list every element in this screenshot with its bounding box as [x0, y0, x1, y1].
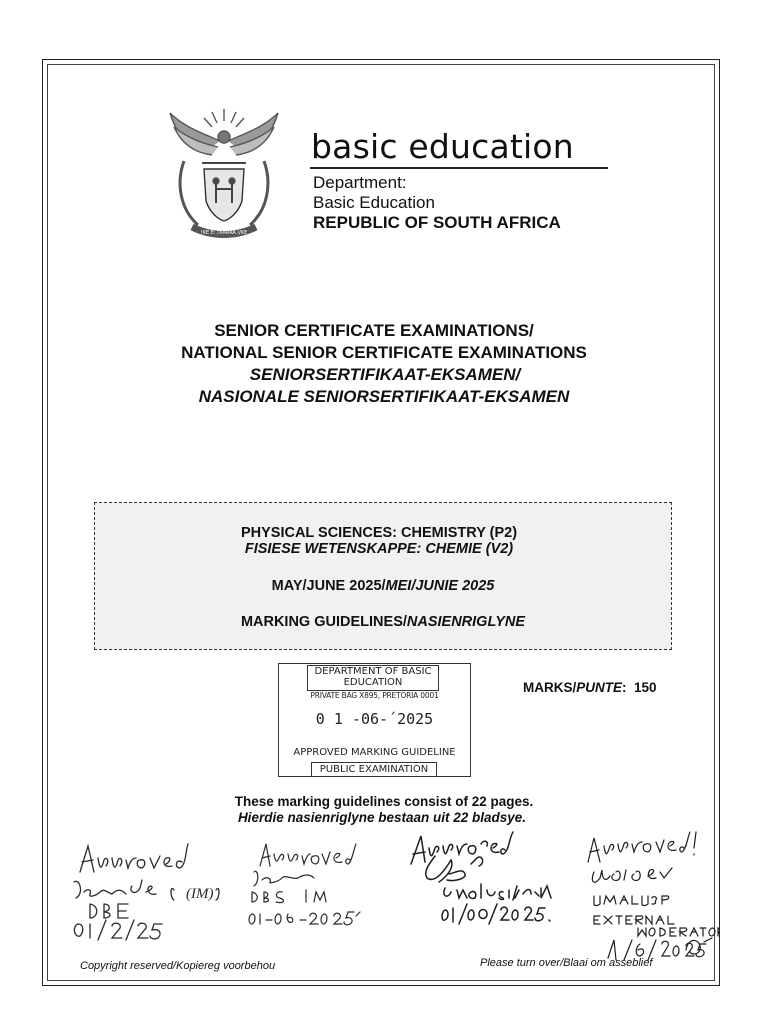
- subject-afrikaans: FISIESE WETENSKAPPE: CHEMIE (V2): [244, 541, 514, 557]
- stamp-date: 0 1 -06-´2025: [315, 710, 434, 728]
- marks-total: MARKS/PUNTE: 150: [523, 680, 657, 695]
- signature-umalusi-ext-mod: [405, 828, 570, 928]
- title-line-1: SENIOR CERTIFICATE EXAMINATIONS/: [214, 321, 534, 340]
- marks-value: 150: [634, 680, 657, 695]
- doc-type-afrikaans: NASIENRIGLYNE: [406, 614, 526, 630]
- signature-dbe-im-2: [230, 838, 385, 934]
- country-name: REPUBLIC OF SOUTH AFRICA: [313, 213, 561, 232]
- subject-box: [94, 502, 672, 650]
- footer-copyright: Copyright reserved/Kopiereg voorbehou: [80, 960, 276, 972]
- brand-title: basic education: [311, 127, 574, 166]
- page-count-english: These marking guidelines consist of 22 pages.: [234, 794, 534, 809]
- title-line-4: NASIONALE SENIORSERTIFIKAAT-EKSAMEN: [198, 387, 570, 406]
- approval-stamp: [278, 663, 471, 777]
- marks-label-afrikaans: PUNTE: [576, 680, 623, 695]
- marks-label-english: MARKS/: [523, 680, 577, 695]
- exam-titles: [0, 320, 768, 408]
- title-line-2: NATIONAL SENIOR CERTIFICATE EXAMINATIONS: [181, 343, 587, 362]
- stamp-public-text: PUBLIC EXAMINATION: [311, 762, 437, 777]
- department-block: [313, 173, 561, 233]
- department-label: Department:: [313, 173, 407, 192]
- exam-session: [95, 578, 671, 594]
- session-english: MAY/JUNE 2025/: [271, 578, 386, 594]
- document-type: [95, 614, 671, 630]
- page-count-afrikaans: Hierdie nasienriglyne bestaan uit 22 bladsye.: [237, 810, 527, 825]
- doc-type-english: MARKING GUIDELINES/: [240, 614, 407, 630]
- page-count: [0, 794, 768, 826]
- signature-umalusi-external-moderator: [580, 828, 720, 968]
- subject-english: PHYSICAL SCIENCES: CHEMISTRY (P2): [240, 525, 518, 541]
- stamp-address: PRIVATE BAG X895, PRETORIA 0001: [310, 691, 439, 700]
- department-name: Basic Education: [313, 193, 435, 212]
- title-line-3: SENIORSERTIFIKAAT-EKSAMEN/: [249, 365, 521, 384]
- footer-turn-over: Please turn over/Blaai om asseblief: [480, 957, 653, 969]
- coat-of-arms-icon: [162, 103, 286, 245]
- brand-divider: [310, 167, 608, 169]
- signature-dbe-im: [66, 838, 236, 946]
- session-afrikaans: MEI/JUNIE 2025: [385, 578, 495, 594]
- stamp-header: DEPARTMENT OF BASIC EDUCATION: [307, 665, 439, 691]
- sig1-im: (IM): [186, 886, 214, 902]
- crest-motto: !KE E: /XARRA //KE: [200, 230, 248, 236]
- stamp-approved-text: APPROVED MARKING GUIDELINE: [293, 747, 456, 758]
